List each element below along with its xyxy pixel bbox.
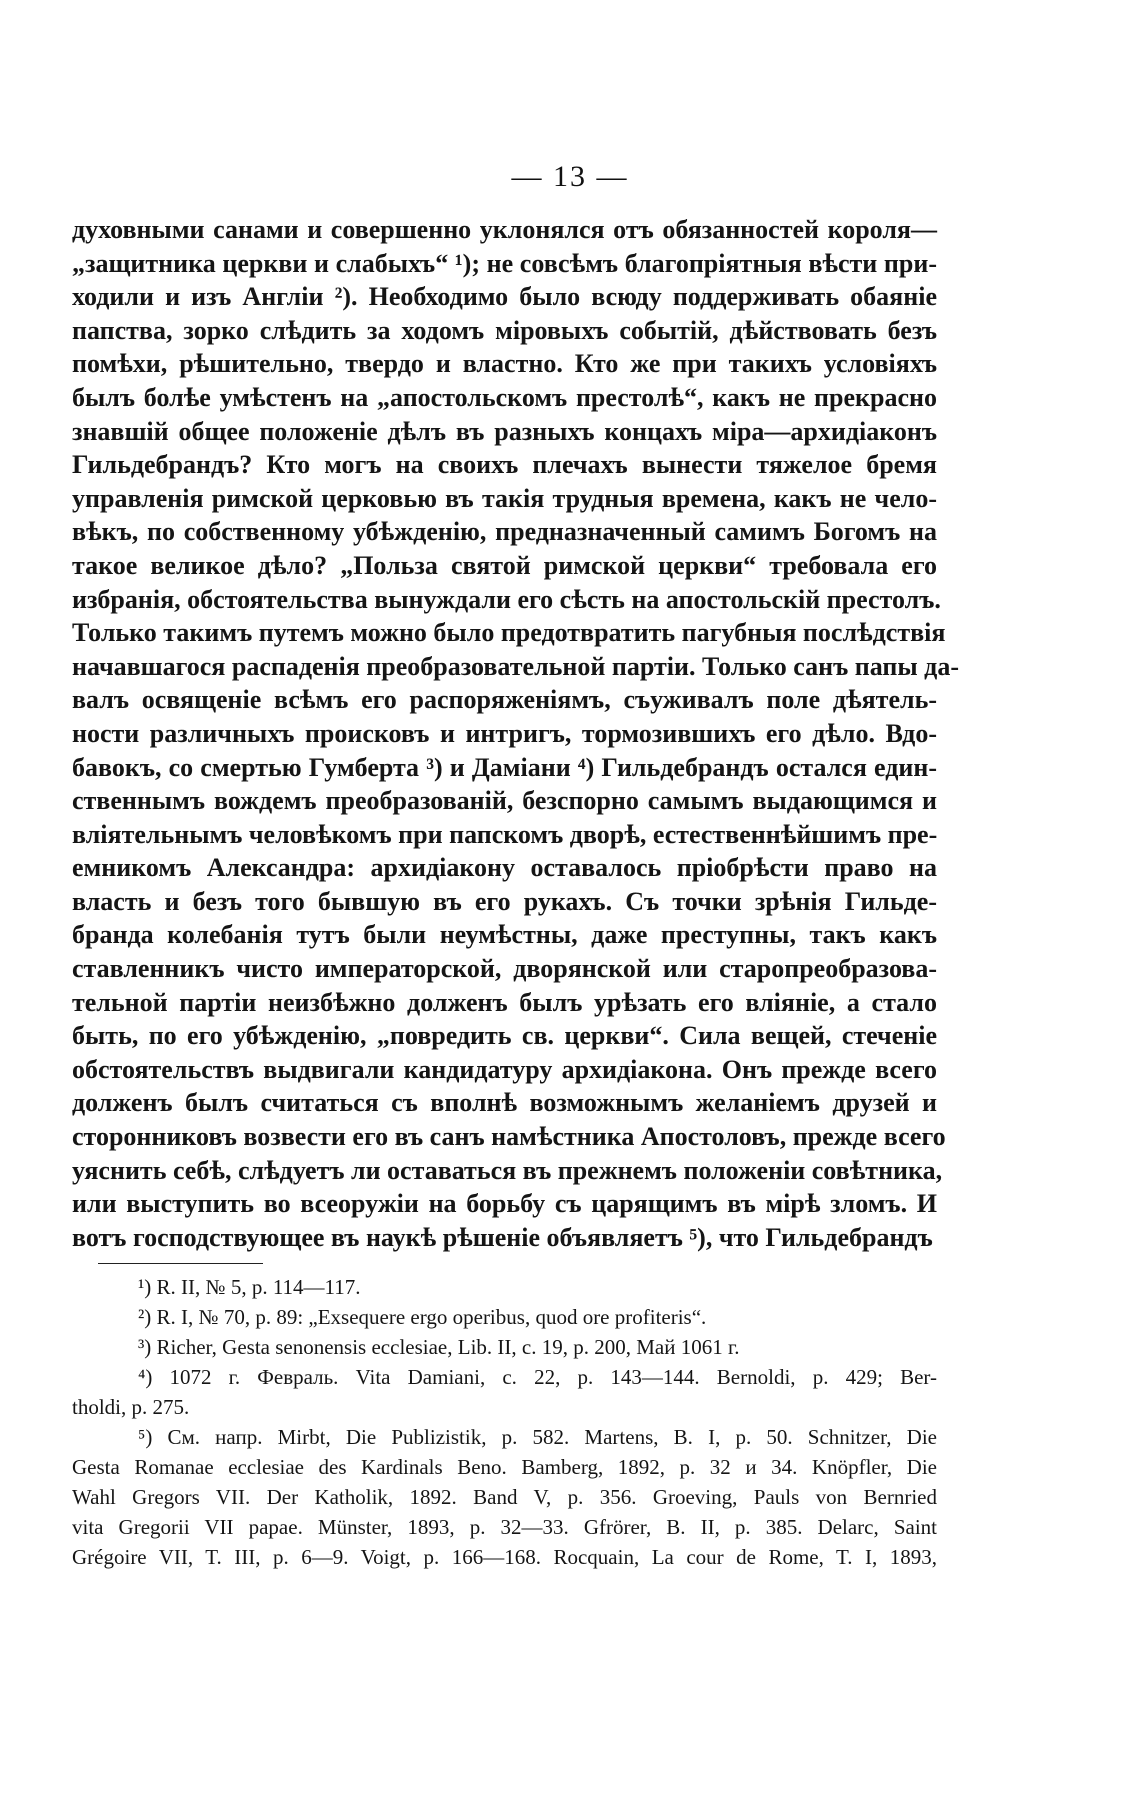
footnote-line: Wahl Gregors VII. Der Katholik, 1892. Band V, p. 356. Groeving, Pauls von Bernried [72, 1485, 937, 1509]
footnote-line: ⁵) См. напр. Mirbt, Die Publizistik, p. 582. Martens, B. I, p. 50. Schnitzer, Die [138, 1425, 937, 1449]
text-line: или выступить во всеоружіи на борьбу съ царящимъ въ мірѣ зломъ. И [72, 1189, 937, 1219]
text-line: избранія, обстоятельства вынуждали его сѣсть на апостольскій престолъ. [72, 584, 941, 614]
footnote-line: tholdi, p. 275. [72, 1395, 190, 1419]
text-line: знавшій общее положеніе дѣлъ въ разныхъ концахъ міра—архидіаконъ [72, 416, 937, 446]
footnote-divider [98, 1263, 263, 1264]
text-line: „защитника церкви и слабыхъ“ ¹); не совсѣмъ благопріятныя вѣсти при- [72, 248, 937, 278]
text-line: духовными санами и совершенно уклонялся отъ обязанностей короля— [72, 215, 937, 244]
page-number: — 13 — [511, 160, 629, 193]
text-line: сторонниковъ возвести его въ санъ намѣстника Апостоловъ, прежде всего [72, 1122, 946, 1152]
text-line: Гильдебрандъ? Кто могъ на своихъ плечахъ вынести тяжелое бремя [72, 450, 937, 480]
text-line: быть, по его убѣжденію, „повредить св. церкви“. Сила вещей, стеченіе [72, 1021, 937, 1051]
text-line: ственнымъ вождемъ преобразованій, безспорно самымъ выдающимся и [72, 786, 937, 816]
text-line: вѣкъ, по собственному убѣжденію, предназначенный самимъ Богомъ на [72, 517, 937, 547]
text-line: обстоятельствъ выдвигали кандидатуру архидіакона. Онъ прежде всего [72, 1054, 937, 1084]
text-line: ходили и изъ Англіи ²). Необходимо было всюду поддерживать обаяніе [72, 282, 937, 312]
text-line: папства, зорко слѣдить за ходомъ міровыхъ событій, дѣйствовать безъ [72, 315, 937, 345]
text-line: былъ болѣе умѣстенъ на „апостольскомъ престолѣ“, какъ не прекрасно [72, 382, 937, 412]
text-line: долженъ былъ считаться съ вполнѣ возможнымъ желаніемъ друзей и [72, 1088, 937, 1118]
footnote-line: vita Gregorii VII papae. Münster, 1893, p. 32—33. Gfrörer, B. II, p. 385. Delarc, Saint [72, 1515, 937, 1539]
text-line: емникомъ Александра: архидіакону оставалось пріобрѣсти право на [72, 853, 937, 883]
footnote-line: ²) R. I, № 70, p. 89: „Exsequere ergo operibus, quod ore profiteris“. [138, 1305, 707, 1329]
text-line: уяснить себѣ, слѣдуетъ ли оставаться въ прежнемъ положеніи совѣтника, [72, 1155, 943, 1185]
text-line: бранда колебанія тутъ были неумѣстны, даже преступны, такъ какъ [72, 920, 937, 950]
text-line: валъ освященіе всѣмъ его распоряженіямъ, съуживалъ поле дѣятель- [72, 685, 937, 715]
text-line: вотъ господствующее въ наукѣ рѣшеніе объявляетъ ⁵), что Гильдебрандъ [72, 1222, 933, 1252]
footnote-line: ³) Richer, Gesta senonensis ecclesiae, Lib. II, c. 19, p. 200, Май 1061 г. [138, 1335, 740, 1359]
footnote-line: ⁴) 1072 г. Февраль. Vita Damiani, c. 22, p. 143—144. Bernoldi, p. 429; Ber- [138, 1365, 937, 1389]
text-line: такое великое дѣло? „Польза святой римской церкви“ требовала его [72, 550, 937, 580]
text-line: власть и безъ того бывшую въ его рукахъ. Съ точки зрѣнія Гильде- [72, 886, 937, 916]
footnote-line: Grégoire VII, T. III, p. 6—9. Voigt, p. 166—168. Rocquain, La cour de Rome, T. I, 1893, [72, 1545, 937, 1569]
footnote-line: Gesta Romanae ecclesiae des Kardinals Beno. Bamberg, 1892, p. 32 и 34. Knöpfler, Die [72, 1455, 937, 1479]
text-line: Только такимъ путемъ можно было предотвратить пагубныя послѣдствія [72, 618, 946, 648]
text-line: управленія римской церковью въ такія трудныя времена, какъ не чело- [72, 483, 937, 513]
main-text [72, 213, 959, 1254]
text-line: ности различныхъ происковъ и интригъ, тормозившихъ его дѣло. Вдо- [72, 718, 937, 748]
text-line: тельной партіи неизбѣжно долженъ былъ урѣзать его вліяніе, а стало [72, 987, 937, 1017]
text-line: начавшагося распаденія преобразовательной партіи. Только санъ папы да- [72, 651, 959, 681]
text-line: бавокъ, со смертью Гумберта ³) и Даміани ⁴) Гильдебрандъ остался един- [72, 752, 937, 782]
footnote-line: ¹) R. II, № 5, p. 114—117. [138, 1275, 361, 1299]
footnotes [72, 1272, 937, 1572]
text-line: ставленникъ чисто императорской, дворянской или старопреобразова- [72, 954, 937, 984]
text-line: вліятельнымъ человѣкомъ при папскомъ дворѣ, естественнѣйшимъ пре- [72, 819, 938, 849]
text-line: помѣхи, рѣшительно, твердо и властно. Кто же при такихъ условіяхъ [72, 349, 937, 379]
